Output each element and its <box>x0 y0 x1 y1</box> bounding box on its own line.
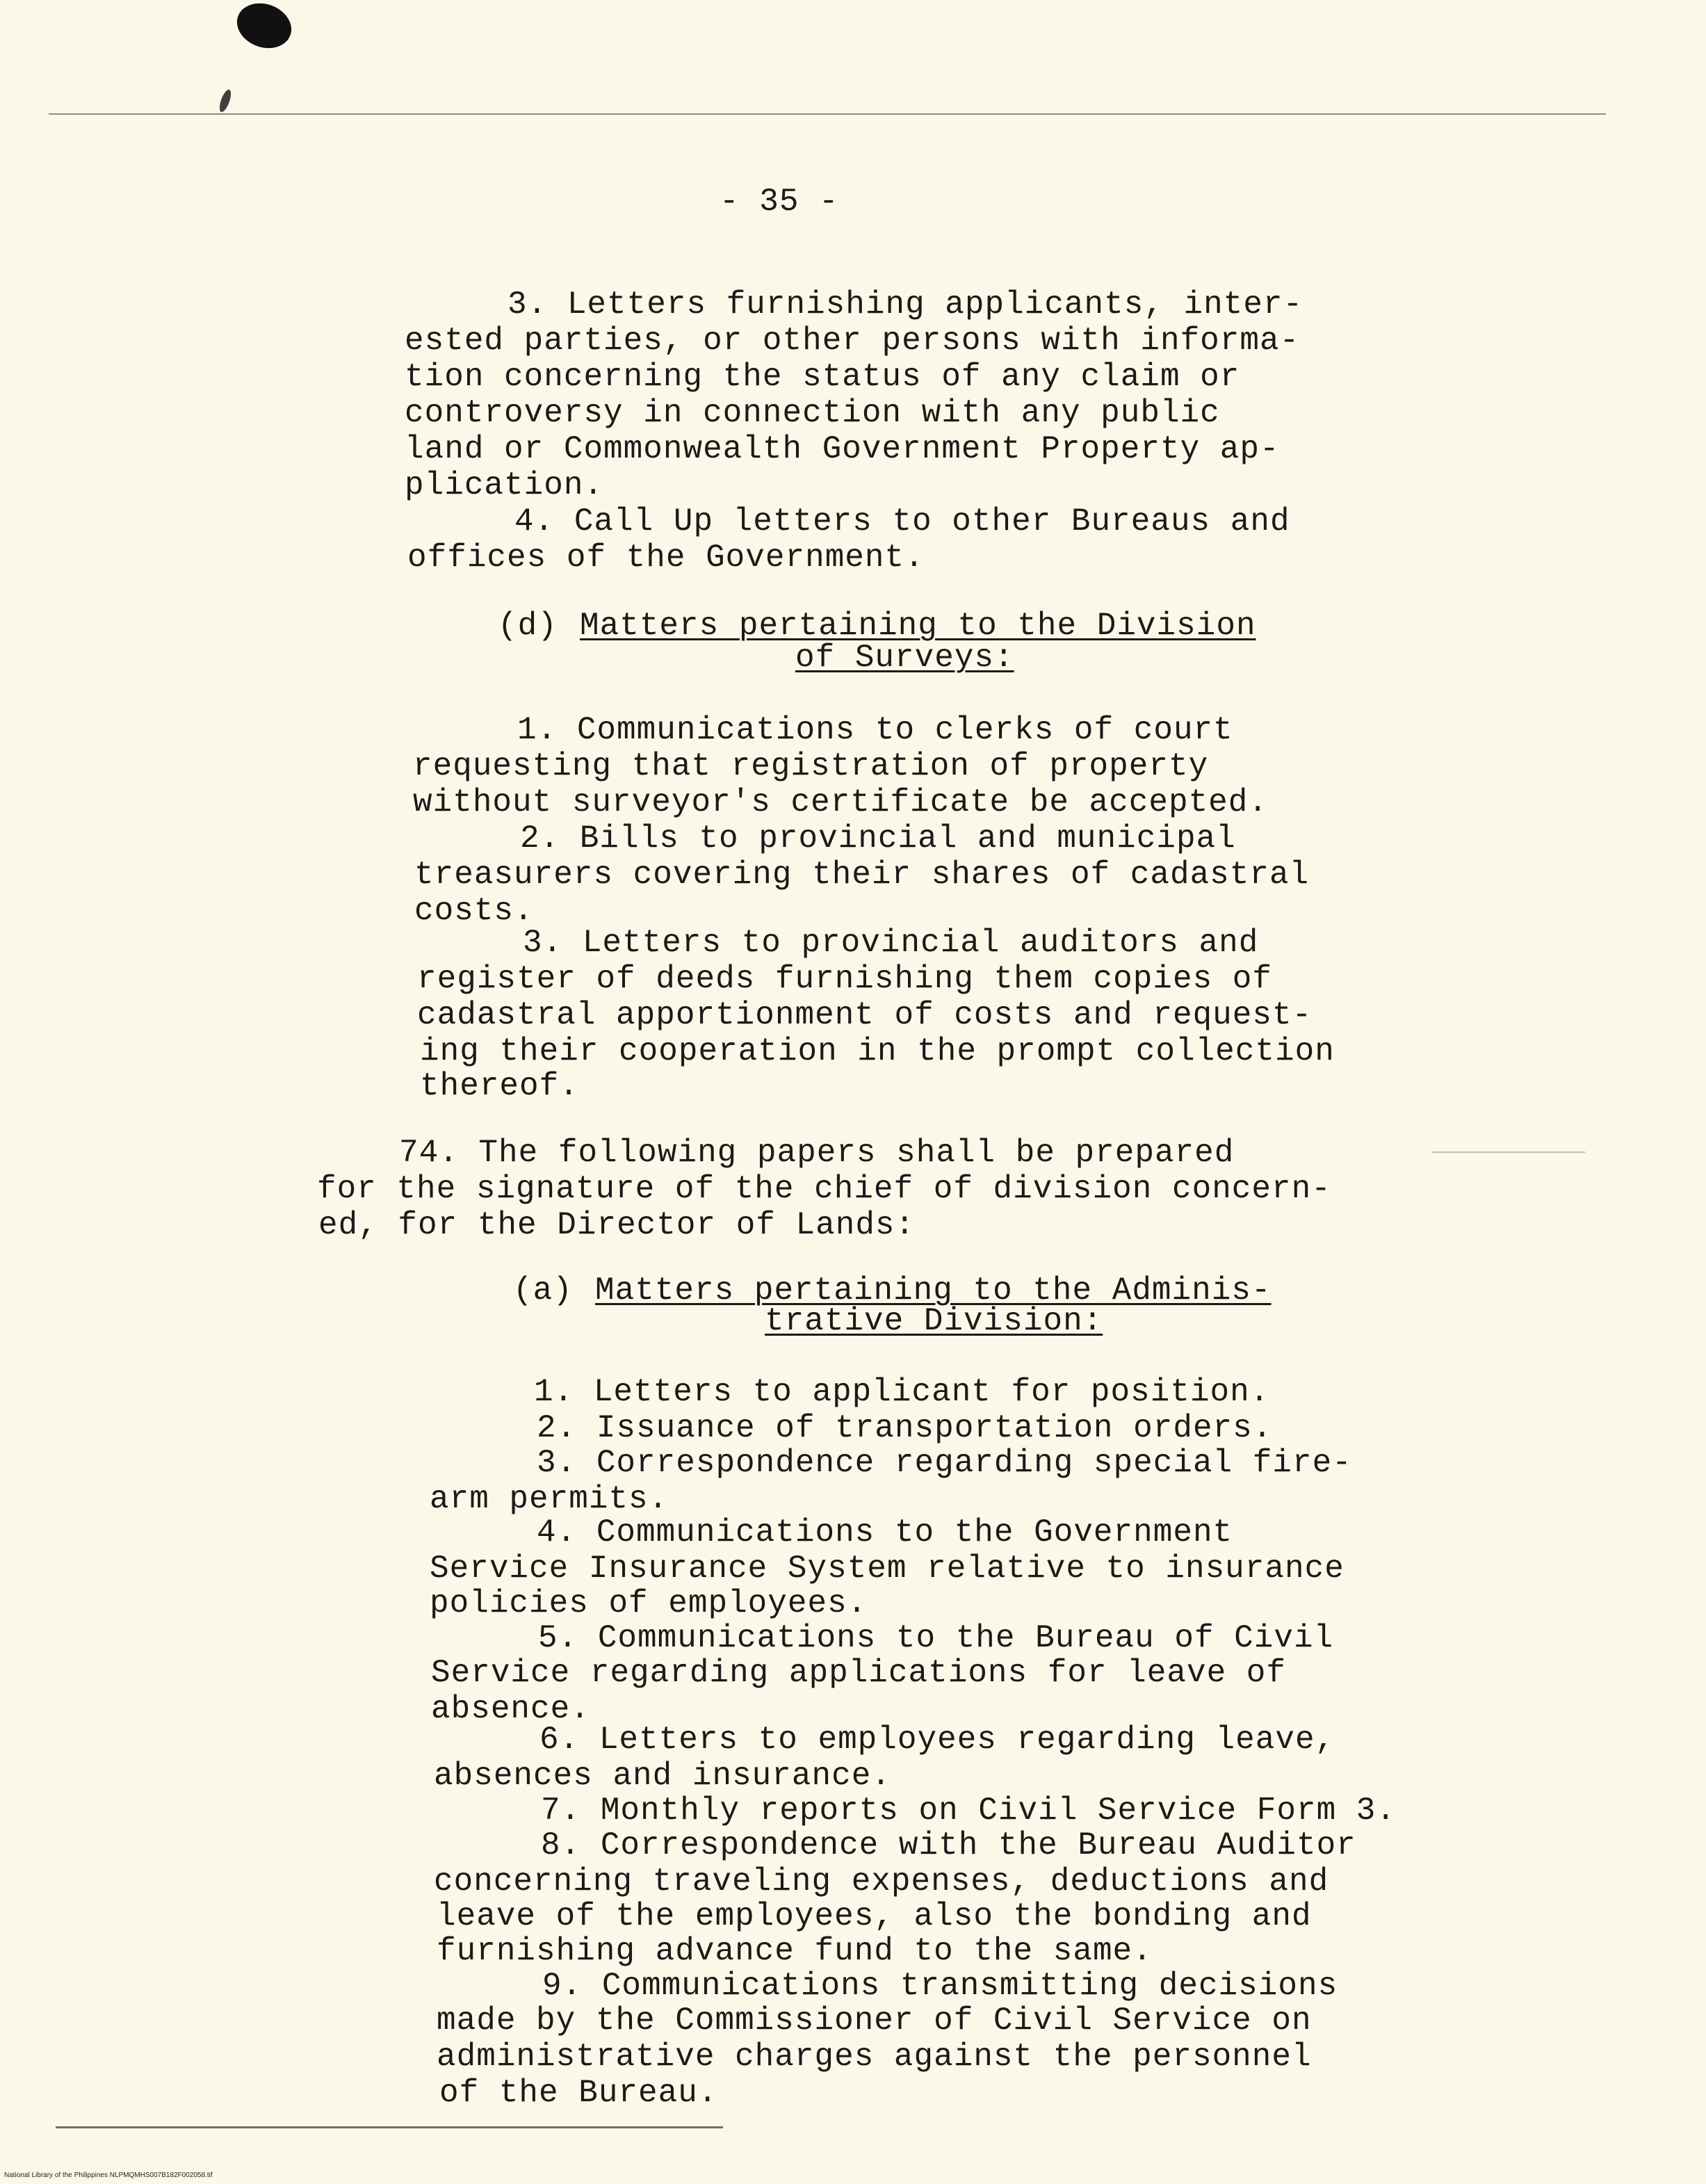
text-line: 3. Letters to provincial auditors and <box>523 925 1259 961</box>
text-line: Service Insurance System relative to insurance <box>430 1551 1345 1587</box>
heading-label-a: (a) <box>513 1272 573 1309</box>
text-line: costs. <box>414 893 534 929</box>
top-edge-line <box>49 113 1606 115</box>
text-line: 4. Call Up letters to other Bureaus and <box>514 503 1290 540</box>
text-line: cadastral apportionment of costs and request- <box>417 997 1313 1033</box>
ink-speck <box>218 88 234 113</box>
text-line: land or Commonwealth Government Property ap- <box>405 431 1280 467</box>
text-line: Service regarding applications for leave of <box>431 1655 1286 1691</box>
text-line: made by the Commissioner of Civil Service on <box>437 2003 1312 2039</box>
bottom-edge-line <box>56 2126 723 2128</box>
text-line: treasurers covering their shares of cadastral <box>414 857 1310 893</box>
paragraph-74-line: for the signature of the chief of division concern- <box>317 1171 1331 1207</box>
paragraph-74-line: ed, for the Director of Lands: <box>318 1207 916 1243</box>
text-line: 8. Correspondence with the Bureau Auditor <box>541 1827 1356 1863</box>
text-line: absences and insurance. <box>434 1758 891 1794</box>
text-line: 7. Monthly reports on Civil Service Form 3. <box>541 1793 1396 1829</box>
text-line: policies of employees. <box>430 1585 868 1621</box>
text-line: administrative charges against the personnel <box>437 2039 1312 2075</box>
text-line: of the Bureau. <box>439 2075 718 2111</box>
text-line: 2. Issuance of transportation orders. <box>537 1410 1273 1446</box>
text-line: 4. Communications to the Government <box>537 1514 1233 1551</box>
text-line: requesting that registration of property <box>413 748 1209 784</box>
text-line: 6. Letters to employees regarding leave, <box>539 1722 1335 1758</box>
text-line: 2. Bills to provincial and municipal <box>520 820 1236 857</box>
text-line: register of deeds furnishing them copies of <box>417 961 1272 997</box>
text-line: 1. Letters to applicant for position. <box>534 1374 1270 1410</box>
text-line: tion concerning the status of any claim or <box>405 359 1240 395</box>
text-line: offices of the Government. <box>407 540 925 576</box>
heading-a-line1: Matters pertaining to the Adminis- <box>595 1272 1272 1309</box>
text-line: thereof. <box>420 1068 579 1104</box>
text-line: controversy in connection with any public <box>405 395 1220 431</box>
text-line: plication. <box>405 467 604 503</box>
heading-a-line2: trative Division: <box>765 1303 1103 1339</box>
text-line: concerning traveling expenses, deductions and <box>434 1863 1329 1900</box>
text-line: 5. Communications to the Bureau of Civil <box>538 1620 1334 1656</box>
text-line: furnishing advance fund to the same. <box>437 1933 1153 1969</box>
text-line: leave of the employees, also the bonding and <box>437 1898 1312 1934</box>
heading-label-d: (d) <box>498 608 558 644</box>
page-number: - 35 - <box>720 184 839 220</box>
text-line: 3. Correspondence regarding special fire- <box>537 1445 1352 1481</box>
side-mark-1 <box>1432 1151 1585 1153</box>
scan-footer-label: National Library of the Philippines NLPMQMHS007B182F002058.tif <box>4 2171 213 2179</box>
ink-blot <box>231 0 298 56</box>
text-line: ested parties, or other persons with informa- <box>405 323 1300 359</box>
text-line: 3. Letters furnishing applicants, inter- <box>507 286 1303 323</box>
text-line: without surveyor's certificate be accepted. <box>413 784 1268 820</box>
text-line: ing their cooperation in the prompt collection <box>420 1033 1335 1069</box>
text-line: arm permits. <box>430 1481 669 1517</box>
heading-d-line1: Matters pertaining to the Division <box>580 608 1256 644</box>
text-line: 9. Communications transmitting decisions <box>542 1968 1338 2004</box>
text-line: 1. Communications to clerks of court <box>517 712 1233 748</box>
text-line: absence. <box>431 1691 590 1727</box>
heading-d-line2: of Surveys: <box>795 640 1014 676</box>
paragraph-74-line: 74. The following papers shall be prepared <box>399 1135 1235 1171</box>
